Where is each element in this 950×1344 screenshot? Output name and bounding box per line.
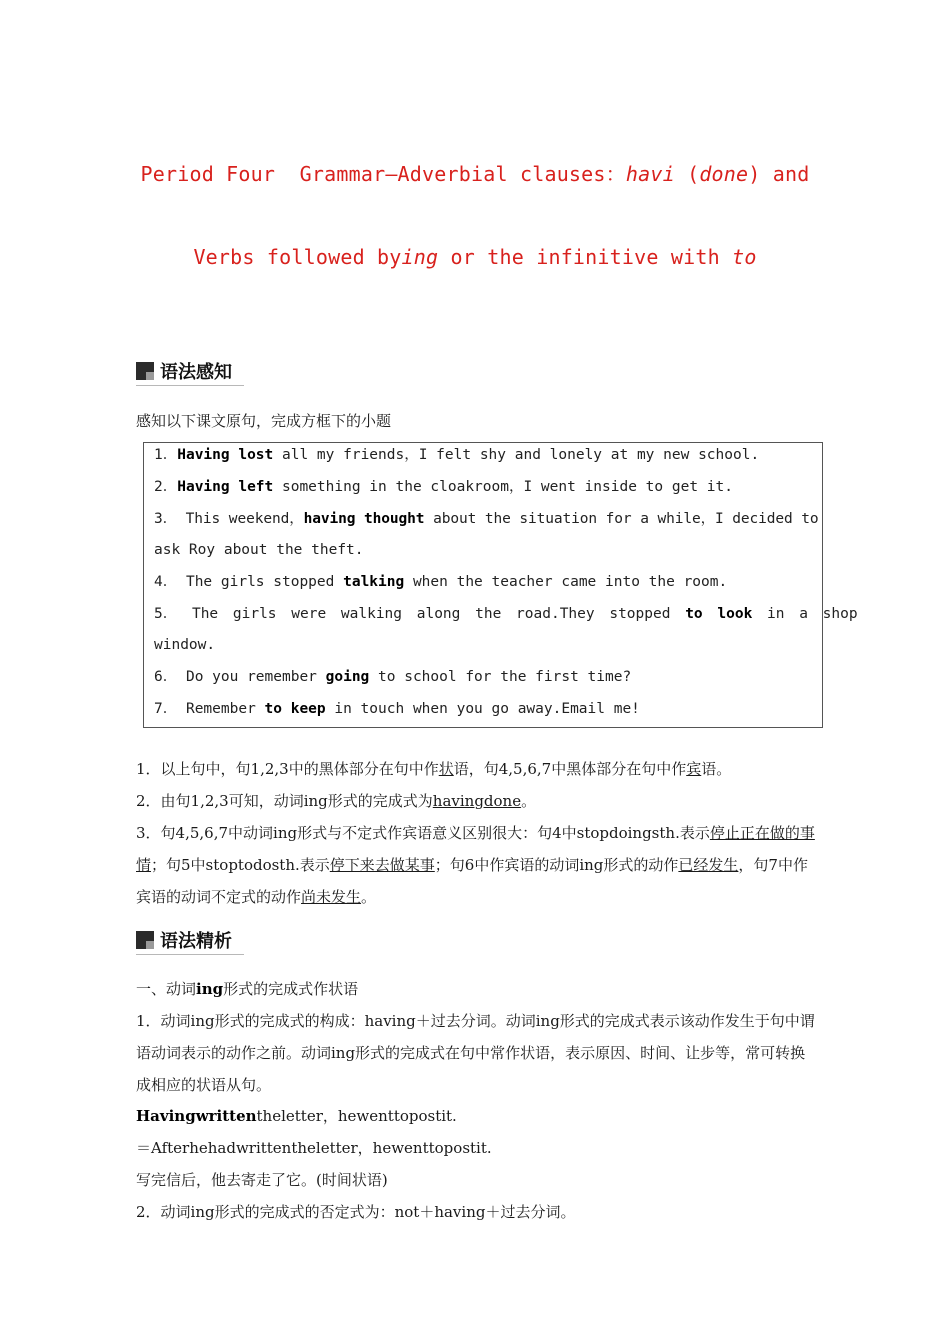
example-sentence-5: 5． The girls were walking along the road.They stopped to look in a shop: [154, 606, 858, 622]
example-sentence-2: 2．Having left something in the cloakroom，I went inside to get it.: [154, 479, 733, 495]
example-sentence-5-cont: window.: [154, 637, 216, 653]
paragraph-2: 2．动词ing形式的完成式的否定式为：not＋having＋过去分词。: [136, 1203, 576, 1221]
section-heading-analysis: 语法精析: [136, 927, 232, 953]
question-1: 1．以上句中，句1,2,3中的黑体部分在句中作状语，句4,5,6,7中黑体部分在句中作宾语。: [136, 760, 732, 778]
example-sentence-3-cont: ask Roy about the theft.: [154, 542, 364, 558]
example-2: ＝Afterhehadwrittentheletter，hewenttopostit.: [136, 1139, 492, 1157]
section-intro: 感知以下课文原句，完成方框下的小题: [136, 412, 392, 430]
example-sentence-1: 1．Having lost all my friends，I felt shy and lonely at my new school.: [154, 447, 760, 463]
example-sentence-4: 4． The girls stopped talking when the teacher came into the room.: [154, 574, 728, 590]
section-heading-perception: 语法感知: [136, 358, 232, 384]
example-1: Havingwrittentheletter，hewenttopostit.: [136, 1107, 457, 1125]
section-marker-icon: [136, 362, 154, 380]
example-sentences-box: [143, 442, 858, 728]
example-3-translation: 写完信后，他去寄走了它。(时间状语): [136, 1171, 388, 1189]
question-2: 2．由句1,2,3可知，动词ing形式的完成式为havingdone。: [136, 792, 537, 810]
example-sentence-3: 3． This weekend，having thought about the situation for a while，I decided to: [154, 511, 819, 527]
subheading-perfect-ing: 一、动词ing形式的完成式作状语: [136, 980, 359, 998]
paragraph-1: 1．动词ing形式的完成式的构成：having＋过去分词。动词ing形式的完成式表示该动作发生于句中谓语动词表示的动作之前。动词ing形式的完成式在句中常作状语，表示原因、时间、让步等，常可转换成相应的状语从句。: [136, 1012, 815, 1094]
example-sentence-6: 6． Do you remember going to school for the first time?: [154, 669, 632, 685]
title-line-2: Verbs followed bying or the infinitive with to: [193, 245, 757, 269]
title-line-1: Period Four Grammar—Adverbial clauses：havi (done) and: [140, 162, 810, 186]
example-sentence-7: 7． Remember to keep in touch when you go away.Email me!: [154, 701, 640, 717]
question-3: 3．句4,5,6,7中动词ing形式与不定式作宾语意义区别很大：句4中stopdoingsth.表示停止正在做的事情；句5中stoptodosth.表示停下来去做某事；句6中作宾语的动词ing形式的动作已经发生，句7中作宾语的动词不定式的动作尚未发生。: [136, 824, 815, 906]
section-marker-icon: [136, 931, 154, 949]
